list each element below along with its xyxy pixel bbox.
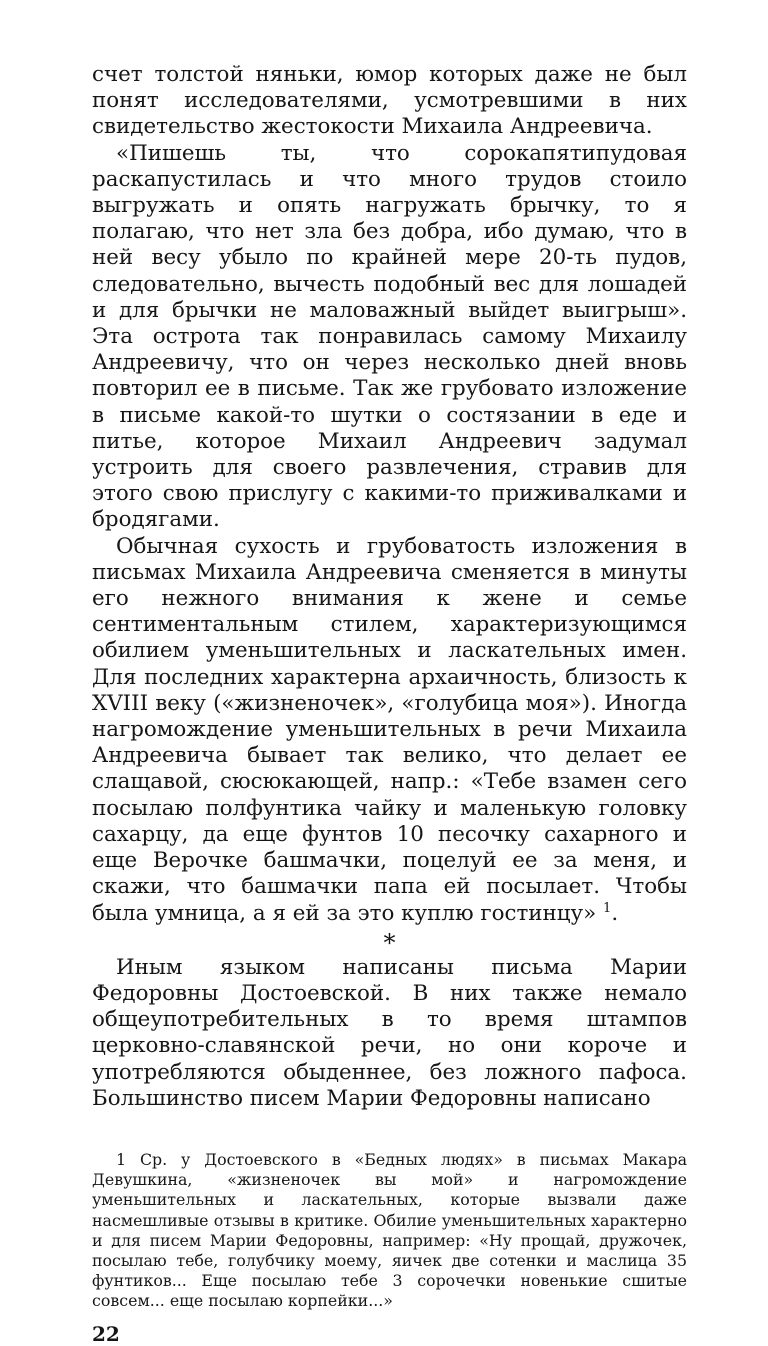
paragraph-3 xyxy=(92,534,687,927)
paragraph-1: счет толстой няньки, юмор которых даже не был понят исследователями, усмотревшими в них свидетельство жестокости Михаила Андреевича. xyxy=(92,62,687,140)
paragraph-3-end: . xyxy=(611,900,619,926)
paragraph-2: «Пишешь ты, что сорокапятипудовая раскапустилась и что много трудов стоило выгружать и опять нагружать брычку, то я полагаю, что нет зла без добра, ибо думаю, что в ней весу убыло по крайней мере 20-ть пудов, следовательно, вычесть подобный вес для лошадей и для брычки не маловажный выйдет выигрыш». Эта острота так понравилась самому Михаилу Андреевичу, что он через несколько дней вновь повторил ее в письме. Так же грубовато изложение в письме какой-то шутки о состязании в еде и питье, которое Михаил Андреевич задумал устроить для своего развлечения, стравив для этого свою прислугу с какими-то приживалками и бродягами. xyxy=(92,140,687,533)
page xyxy=(92,62,687,1346)
paragraph-3-text: Обычная сухость и грубоватость изложения в письмах Михаила Андреевича сменяется в минуты его нежного внимания к жене и семье сентиментальным стилем, характеризующимся обилием уменьшительных и ласкательных имен. Для последних характерна архаичность, близость к XVIII веку («жизненочек», «голубица моя»). Иногда нагромождение уменьшительных в речи Михаила Андреевича бывает так велико, что делает ее слащавой, сюсюкающей, напр.: «Тебе взамен сего посылаю полфунтика чайку и маленькую головку сахарцу, да еще фунтов 10 песочку сахарного и еще Верочке башмачки, поцелуй ее за меня, и скажи, что башмачки папа ей посылает. Чтобы была умница, а я ей за это куплю гостинцу» xyxy=(92,533,687,926)
paragraph-4: Иным языком написаны письма Марии Федоровны Достоевской. В них также немало общеупотребительных в то время штампов церковно-славянской речи, но они короче и употребляются обыденнее, без ложного пафоса. Большинство писем Марии Федоровны написано xyxy=(92,954,687,1111)
footnote-reference: 1 xyxy=(603,900,612,916)
footnote-1 xyxy=(92,1150,687,1312)
footnote-text: Ср. у Достоевского в «Бедных людях» в письмах Макара Девушкина, «жизненочек вы мой» и нагромождение уменьшительных и ласкательных, которые вызвали даже насмешливые отзывы в критике. Обилие уменьшительных характерно и для писем Марии Федоровны, например: «Ну прощай, дружочек, посылаю тебе, голубчику моему, яичек две сотенки и маслица 35 фунтиков... Еще посылаю тебе 3 сорочечки новенькие сшитые совсем... еще посылаю корпейки...» xyxy=(92,1149,687,1311)
footnotes xyxy=(92,1150,687,1312)
section-separator: * xyxy=(383,928,396,957)
main-text xyxy=(92,62,687,1112)
footnote-marker: 1 xyxy=(116,1149,127,1169)
page-number: 22 xyxy=(92,1321,120,1346)
